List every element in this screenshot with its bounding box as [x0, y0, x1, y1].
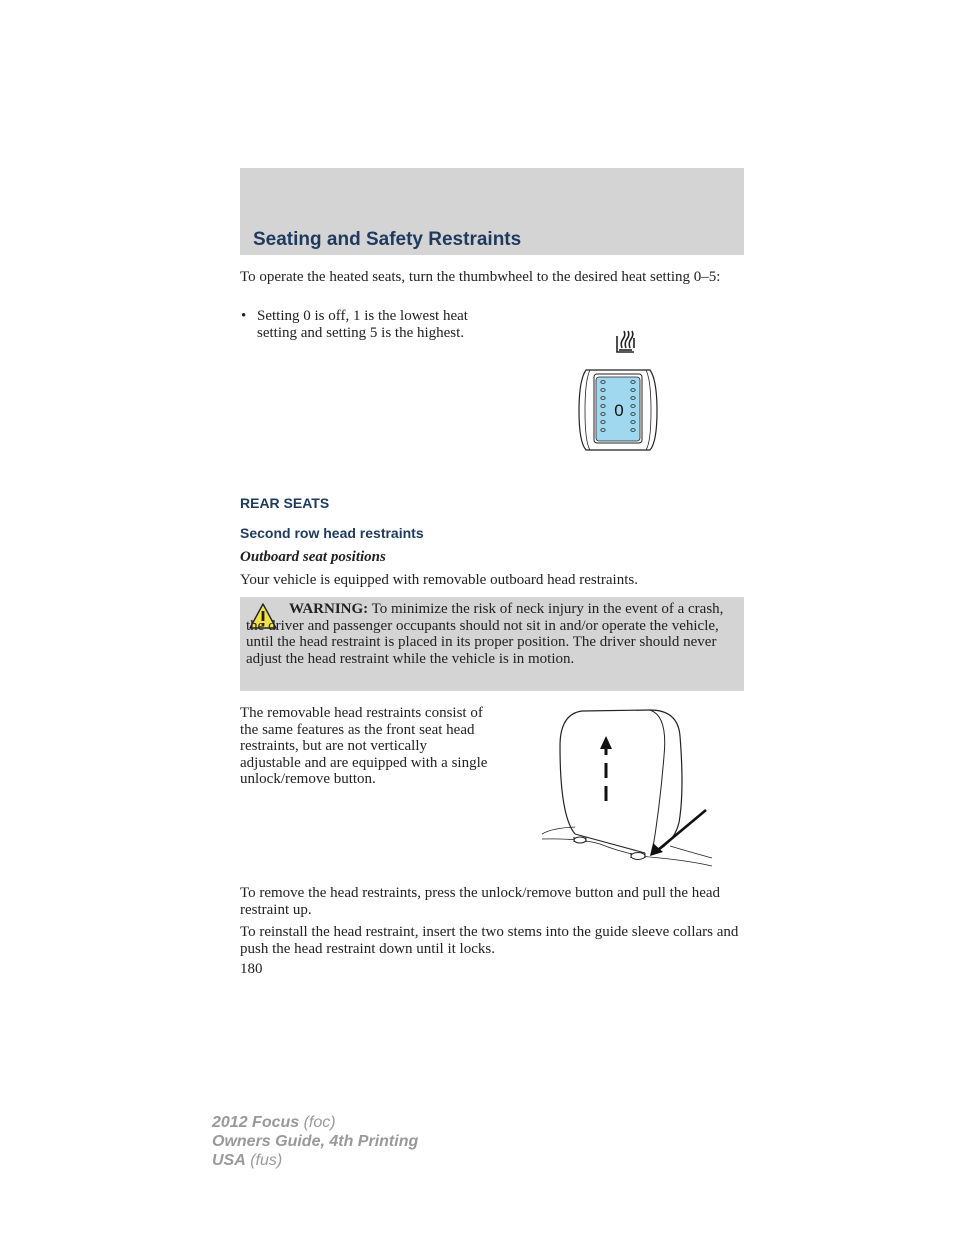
dial-value: 0	[614, 401, 624, 420]
head-restraint-figure	[540, 706, 715, 868]
head-restraints-subheading: Second row head restraints	[240, 525, 424, 541]
section-header-band	[240, 168, 744, 255]
head-restraint-stem-left	[574, 837, 586, 843]
rear-seats-heading: REAR SEATS	[240, 495, 330, 511]
footer-line-2: Owners Guide, 4th Printing	[212, 1133, 419, 1150]
bullet-text: Setting 0 is off, 1 is the lowest heat setting and setting 5 is the highest.	[257, 308, 468, 341]
bullet-item	[240, 308, 480, 341]
section-title: Seating and Safety Restraints	[253, 229, 522, 250]
removable-restraints-paragraph: Your vehicle is equipped with removable outboard head restraints.	[240, 572, 638, 588]
warning-body: To minimize the risk of neck injury in the event of a crash, the driver and passenger occupants should not sit in and/or operate the vehicle, until the head restraint is placed in its proper position. The driver should never adjust the head restraint while the vehicle is in motion.	[246, 601, 724, 667]
warning-label: WARNING:	[289, 601, 369, 617]
unlock-remove-button[interactable]	[631, 853, 645, 860]
remove-instructions: To remove the head restraints, press the unlock/remove button and pull the head restraint up.	[240, 885, 721, 918]
reinstall-instructions: To reinstall the head restraint, insert the two stems into the guide sleeve collars and push the head restraint down until it locks.	[240, 924, 739, 957]
footer	[212, 1113, 418, 1170]
heated-seat-icon	[617, 331, 634, 352]
heated-seat-thumbwheel-figure	[572, 330, 664, 456]
intro-paragraph: To operate the heated seats, turn the thumbwheel to the desired heat setting 0–5:	[240, 269, 721, 285]
page-number: 180	[240, 961, 263, 977]
head-restraint-description: The removable head restraints consist of the same features as the front seat head restraints, but are not vertically adjustable and are equipped with a single unlock/remove button.	[240, 705, 488, 787]
outboard-positions-heading: Outboard seat positions	[240, 549, 386, 565]
bullet-symbol: •	[241, 308, 247, 324]
footer-line-3: USA (fus)	[212, 1152, 283, 1169]
warning-box	[240, 597, 744, 691]
footer-line-1: 2012 Focus (foc)	[212, 1114, 336, 1131]
warning-text	[246, 601, 738, 667]
